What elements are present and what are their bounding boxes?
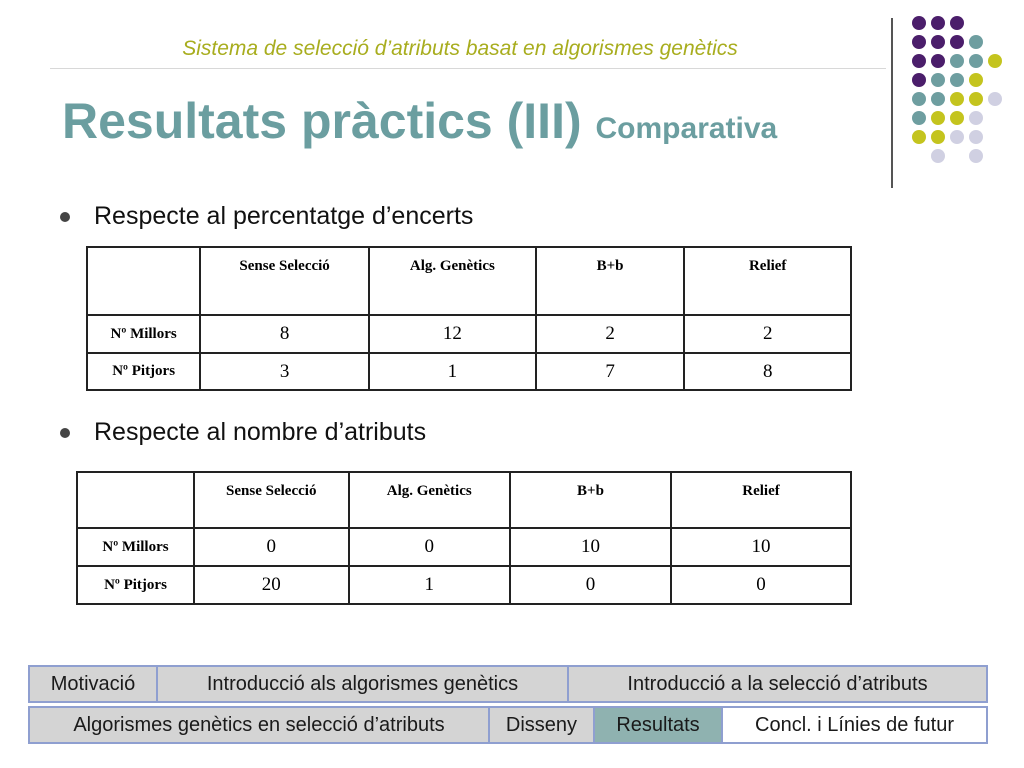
table-cell: 3 [200, 353, 369, 390]
slide-subtitle: Sistema de selecció d’atributs basat en algorismes genètics [182, 37, 738, 60]
decor-dot [912, 54, 926, 68]
bullet-item [60, 418, 426, 447]
decor-dot [969, 92, 983, 106]
decor-dot [931, 149, 945, 163]
nav-link-conclusions[interactable]: Concl. i Línies de futur [721, 706, 988, 744]
table-cell: 7 [536, 353, 685, 390]
table-cell: 8 [200, 315, 369, 353]
table-cell: 0 [671, 566, 851, 604]
decor-dot [969, 35, 983, 49]
bullet-icon [60, 428, 70, 438]
decor-dot [912, 111, 926, 125]
table-cell: 0 [510, 566, 671, 604]
table-cell: 12 [369, 315, 536, 353]
decor-dot [912, 35, 926, 49]
table-header-cell: Sense Selecció [194, 472, 349, 528]
row-label: Nº Pitjors [77, 566, 194, 604]
nav-row-1 [28, 665, 988, 703]
table-row [87, 353, 851, 390]
table-cell: 0 [194, 528, 349, 566]
bullet-item [60, 202, 473, 231]
table-cell: 20 [194, 566, 349, 604]
slide-title [62, 92, 777, 150]
nav-link-intro-genetic-algorithms[interactable]: Introducció als algorismes genètics [156, 665, 569, 703]
row-label: Nº Millors [77, 528, 194, 566]
decor-dot [969, 54, 983, 68]
table-cell: 1 [349, 566, 510, 604]
decor-dot [931, 111, 945, 125]
table-header-cell: Relief [684, 247, 851, 315]
bullet-icon [60, 212, 70, 222]
decor-dot [931, 92, 945, 106]
decor-dot [950, 35, 964, 49]
table-header-cell: Relief [671, 472, 851, 528]
results-table-accuracy [86, 246, 852, 391]
table-cell: 8 [684, 353, 851, 390]
decor-dot [950, 54, 964, 68]
nav-link-intro-attribute-selection[interactable]: Introducció a la selecció d’atributs [567, 665, 988, 703]
table-cell: 10 [671, 528, 851, 566]
decor-dot [912, 92, 926, 106]
decor-dot [950, 16, 964, 30]
table-cell: 2 [536, 315, 685, 353]
decor-dot [931, 16, 945, 30]
nav-row-2 [28, 706, 988, 744]
table-row [77, 528, 851, 566]
slide-title-suffix: Comparativa [595, 112, 778, 145]
table-header-cell [87, 247, 200, 315]
decor-dot [988, 54, 1002, 68]
table-cell: 0 [349, 528, 510, 566]
table-header-cell [77, 472, 194, 528]
table-row [77, 566, 851, 604]
decor-dot [931, 35, 945, 49]
nav-link-disseny[interactable]: Disseny [488, 706, 595, 744]
table-header-cell: B+b [510, 472, 671, 528]
nav-link-genetic-algorithms-in-attribute-selection[interactable]: Algorismes genètics en selecció d’atributs [28, 706, 490, 744]
table-cell: 10 [510, 528, 671, 566]
slide-title-main: Resultats pràctics (III) [62, 93, 582, 149]
decor-dot [931, 73, 945, 87]
table-header-cell: B+b [536, 247, 685, 315]
decor-dot [950, 130, 964, 144]
decor-dot [912, 16, 926, 30]
decor-dot [950, 111, 964, 125]
decor-dot [950, 73, 964, 87]
table-cell: 1 [369, 353, 536, 390]
vertical-divider [891, 18, 893, 188]
table-cell: 2 [684, 315, 851, 353]
row-label: Nº Millors [87, 315, 200, 353]
decor-dot [912, 73, 926, 87]
results-table-attributes [76, 471, 852, 605]
decor-dot [969, 111, 983, 125]
decor-dot [969, 149, 983, 163]
table-header-cell: Alg. Genètics [369, 247, 536, 315]
header-divider [50, 68, 886, 69]
bullet-text: Respecte al nombre d’atributs [94, 418, 427, 446]
nav-link-motivacio[interactable]: Motivació [28, 665, 158, 703]
decor-dot [931, 54, 945, 68]
row-label: Nº Pitjors [87, 353, 200, 390]
decor-dot [969, 73, 983, 87]
decor-dot [988, 92, 1002, 106]
table-header-cell: Alg. Genètics [349, 472, 510, 528]
decor-dot [969, 130, 983, 144]
table-row [87, 315, 851, 353]
nav-link-resultats[interactable]: Resultats [593, 706, 723, 744]
bullet-text: Respecte al percentatge d’encerts [94, 202, 474, 230]
decor-dot [912, 130, 926, 144]
decor-dot [931, 130, 945, 144]
table-header-cell: Sense Selecció [200, 247, 369, 315]
decor-dot [950, 92, 964, 106]
